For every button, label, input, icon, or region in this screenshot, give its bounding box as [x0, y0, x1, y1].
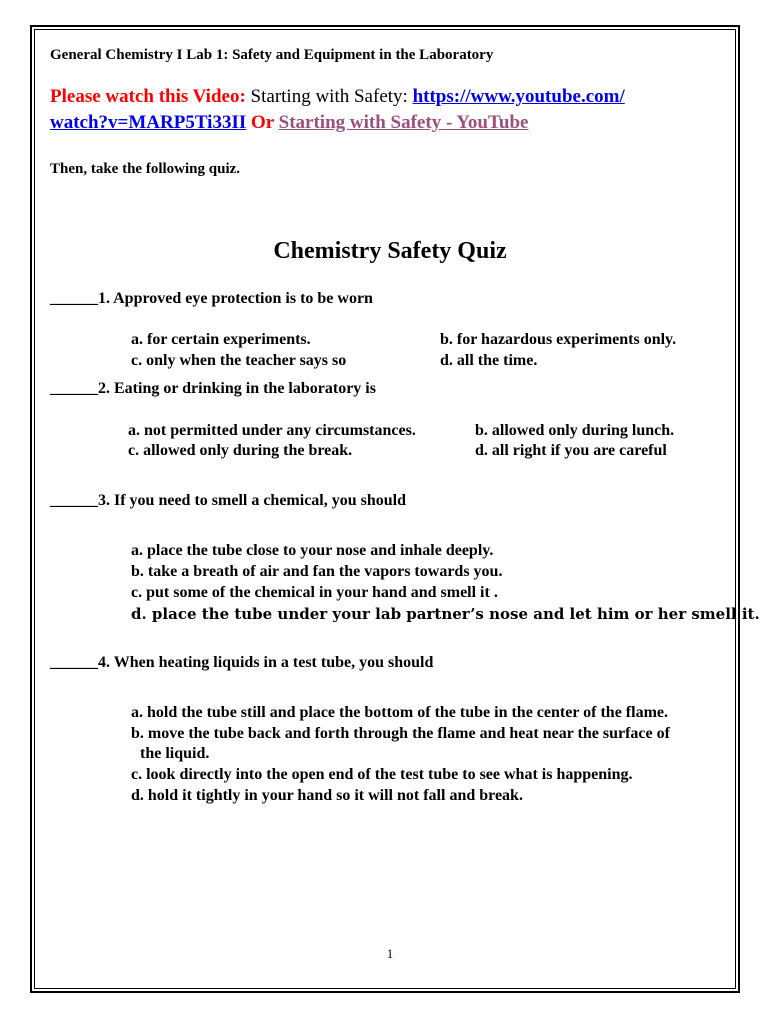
page-number: 1 — [386, 946, 394, 961]
or-text: Or — [251, 112, 274, 133]
question-3: ______3. If you need to smell a chemical, you should — [50, 492, 407, 509]
question-2-option-b: b. allowed only during lunch. — [475, 422, 675, 439]
question-1: ______1. Approved eye protection is to be worn — [50, 290, 373, 307]
video-url-link[interactable]: https://www.youtube.com/ — [412, 86, 625, 107]
watch-video-lead: Please watch this Video: — [50, 86, 246, 107]
quiz-instruction: Then, take the following quiz. — [50, 161, 241, 177]
question-4-option-b: b. move the tube back and forth through the flame and heat near the surface of — [131, 725, 670, 742]
video-label: Starting with Safety: — [250, 86, 408, 107]
question-2-option-c: c. allowed only during the break. — [128, 442, 353, 459]
question-1-option-c: c. only when the teacher says so — [131, 352, 347, 369]
watch-video-line-2 — [50, 112, 529, 134]
question-2-option-d: d. all right if you are careful — [475, 442, 667, 459]
question-2-option-a: a. not permitted under any circumstances. — [128, 422, 416, 439]
question-4-option-a: a. hold the tube still and place the bottom of the tube in the center of the flame. — [131, 704, 668, 721]
question-1-option-a: a. for certain experiments. — [131, 331, 311, 348]
question-4-option-d: d. hold it tightly in your hand so it will not fall and break. — [131, 787, 523, 804]
question-3-option-a: a. place the tube close to your nose and inhale deeply. — [131, 542, 494, 559]
watch-video-line — [50, 86, 625, 108]
question-3-option-c: c. put some of the chemical in your hand and smell it . — [131, 584, 498, 601]
question-1-option-d: d. all the time. — [440, 352, 538, 369]
question-1-option-b: b. for hazardous experiments only. — [440, 331, 677, 348]
question-4: ______4. When heating liquids in a test tube, you should — [50, 654, 434, 671]
question-2: ______2. Eating or drinking in the laboratory is — [50, 380, 376, 397]
question-4-option-c: c. look directly into the open end of the test tube to see what is happening. — [131, 766, 633, 783]
question-4-option-b-continued: the liquid. — [140, 745, 210, 762]
video-url-link-continued[interactable]: watch?v=MARP5Ti33II — [50, 112, 247, 133]
youtube-title-link[interactable]: Starting with Safety - YouTube — [278, 112, 529, 133]
document-header: General Chemistry I Lab 1: Safety and Equipment in the Laboratory — [50, 47, 494, 63]
quiz-title: Chemistry Safety Quiz — [273, 238, 507, 264]
question-3-option-d: d. place the tube under your lab partner’s nose and let him or her smell it. — [131, 605, 760, 623]
question-3-option-b: b. take a breath of air and fan the vapors towards you. — [131, 563, 503, 580]
